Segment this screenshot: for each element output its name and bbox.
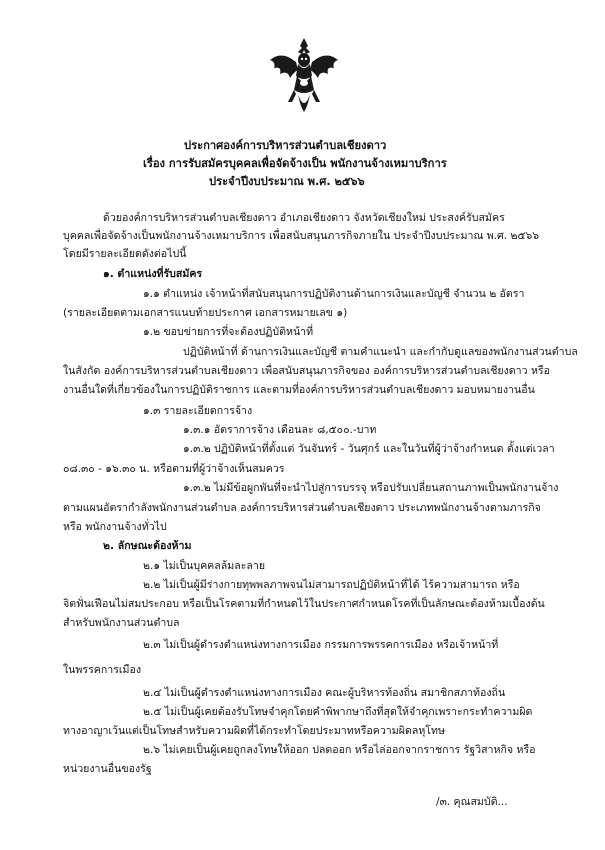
header-subject: เรื่อง การรับสมัครบุคคลเพื่อจัดจ้างเป็น พนักงานจ้างเหมาบริการ bbox=[143, 157, 447, 170]
body-line: ๑.๓.๒ ปฏิบัติหน้าที่ตั้งแต่ วันจันทร์ - วันศุกร์ และในวันที่ผู้ว่าจ้างกำหนด ตั้งแต่เวลา bbox=[183, 443, 555, 455]
body-line: (รายละเอียดตามเอกสารแนบท้ายประกาศ เอกสารหมายเลข ๑) bbox=[63, 307, 348, 319]
body-line: ๒.๓ ไม่เป็นผู้ดำรงตำแหน่งทางการเมือง กรรมการพรรคการเมือง หรือเจ้าหน้าที่ bbox=[143, 639, 499, 651]
body-line: ปฏิบัติหน้าที่ ด้านการเงินและบัญชี ตามคำแนะนำ และกำกับดูแลของพนักงานส่วนตำบล bbox=[183, 346, 578, 358]
body-line: งานอื่นใดที่เกี่ยวข้องในการปฏิบัติราชการ และตามที่องค์การบริหารส่วนตำบลเชียงดาว มอบหมายงานอื่น bbox=[63, 384, 535, 396]
garuda-emblem-icon bbox=[268, 36, 340, 114]
body-line: ทางอาญาเว้นแต่เป็นโทษสำหรับความผิดที่ได้กระทำโดยประมาทหรือความผิดลหุโทษ bbox=[63, 725, 445, 737]
continuation-marker: /๓. คุณสมบัติ... bbox=[436, 796, 508, 808]
body-line: บุคคลเพื่อจัดจ้างเป็นพนักงานจ้างเหมาบริการ เพื่อสนับสนุนภารกิจภายใน ประจำปีงบประมาณ พ.ศ. ๒๕๖๖ bbox=[63, 230, 539, 242]
body-line: ๑.๓.๒ ไม่มีข้อผูกพันที่จะนำไปสู่การบรรจุ หรือปรับเปลี่ยนสถานภาพเป็นพนักงานจ้าง bbox=[183, 482, 559, 494]
section-heading: ๑. ตำแหน่งที่รับสมัคร bbox=[103, 268, 203, 280]
body-line: ตามแผนอัตรากำลังพนักงานส่วนตำบล องค์การบริหารส่วนตำบลเชียงดาว ประเภทพนักงานจ้างตามภารกิจ bbox=[63, 502, 541, 514]
header-fiscal-year: ประจำปีงบประมาณ พ.ศ. ๒๕๖๖ bbox=[209, 175, 365, 188]
body-line: ๑.๒ ขอบข่ายการที่จะต้องปฏิบัติหน้าที่ bbox=[143, 326, 314, 338]
body-line: ในสังกัด องค์การบริหารส่วนตำบลเชียงดาว เพื่อสนับสนุนภารกิจของ องค์การบริหารส่วนตำบลเชียงดาว หรือ bbox=[63, 365, 550, 377]
body-line: ๒.๒ ไม่เป็นผู้มีร่างกายทุพพลภาพจนไม่สามารถปฏิบัติหน้าที่ได้ ไร้ความสามารถ หรือ bbox=[143, 579, 520, 591]
body-line: ๒.๔ ไม่เป็นผู้ดำรงตำแหน่งทางการเมือง คณะผู้บริหารท้องถิ่น สมาชิกสภาท้องถิ่น bbox=[143, 687, 506, 699]
body-line: ๑.๓.๑ อัตราการจ้าง เดือนละ ๘,๕๐๐.-บาท bbox=[183, 424, 377, 436]
body-line: ในพรรคการเมือง bbox=[63, 664, 142, 676]
header-title: ประกาศองค์การบริหารส่วนตำบลเชียงดาว bbox=[184, 139, 387, 152]
body-line: ๒.๖ ไม่เคยเป็นผู้เคยถูกลงโทษให้ออก ปลดออก หรือไล่ออกจากราชการ รัฐวิสาหกิจ หรือ bbox=[143, 744, 536, 756]
body-line: ๐๘.๓๐ - ๑๖.๓๐ น. หรือตามที่ผู้ว่าจ้างเห็นสมควร bbox=[63, 463, 285, 475]
body-line: หน่วยงานอื่นของรัฐ bbox=[63, 763, 152, 775]
body-line: ๑.๑ ตำแหน่ง เจ้าหน้าที่สนับสนุนการปฏิบัติงานด้านการเงินและบัญชี จำนวน ๒ อัตรา bbox=[143, 288, 525, 300]
body-line: ๒.๑ ไม่เป็นบุคคลล้มละลาย bbox=[143, 560, 266, 572]
body-line: ด้วยองค์การบริหารส่วนตำบลเชียงดาว อำเภอเชียงดาว จังหวัดเชียงใหม่ ประสงค์รับสมัคร bbox=[103, 212, 505, 224]
body-line: ๒.๕ ไม่เป็นผู้เคยต้องรับโทษจำคุกโดยคำพิพากษาถึงที่สุดให้จำคุกเพราะกระทำความผิด bbox=[143, 706, 533, 718]
section-heading: ๒. ลักษณะต้องห้าม bbox=[103, 540, 192, 552]
body-line: ๑.๓ รายละเอียดการจ้าง bbox=[143, 405, 253, 417]
body-line: หรือ พนักงานจ้างทั่วไป bbox=[63, 521, 167, 533]
body-line: จิตฟั่นเฟือนไม่สมประกอบ หรือเป็นโรคตามที่กำหนดไว้ในประกาศกำหนดโรคที่เป็นลักษณะต้องห้ามเบื้องต้น bbox=[63, 598, 545, 610]
body-line: โดยมีรายละเอียดดังต่อไปนี้ bbox=[63, 248, 187, 260]
body-line: สำหรับพนักงานส่วนตำบล bbox=[63, 617, 180, 629]
